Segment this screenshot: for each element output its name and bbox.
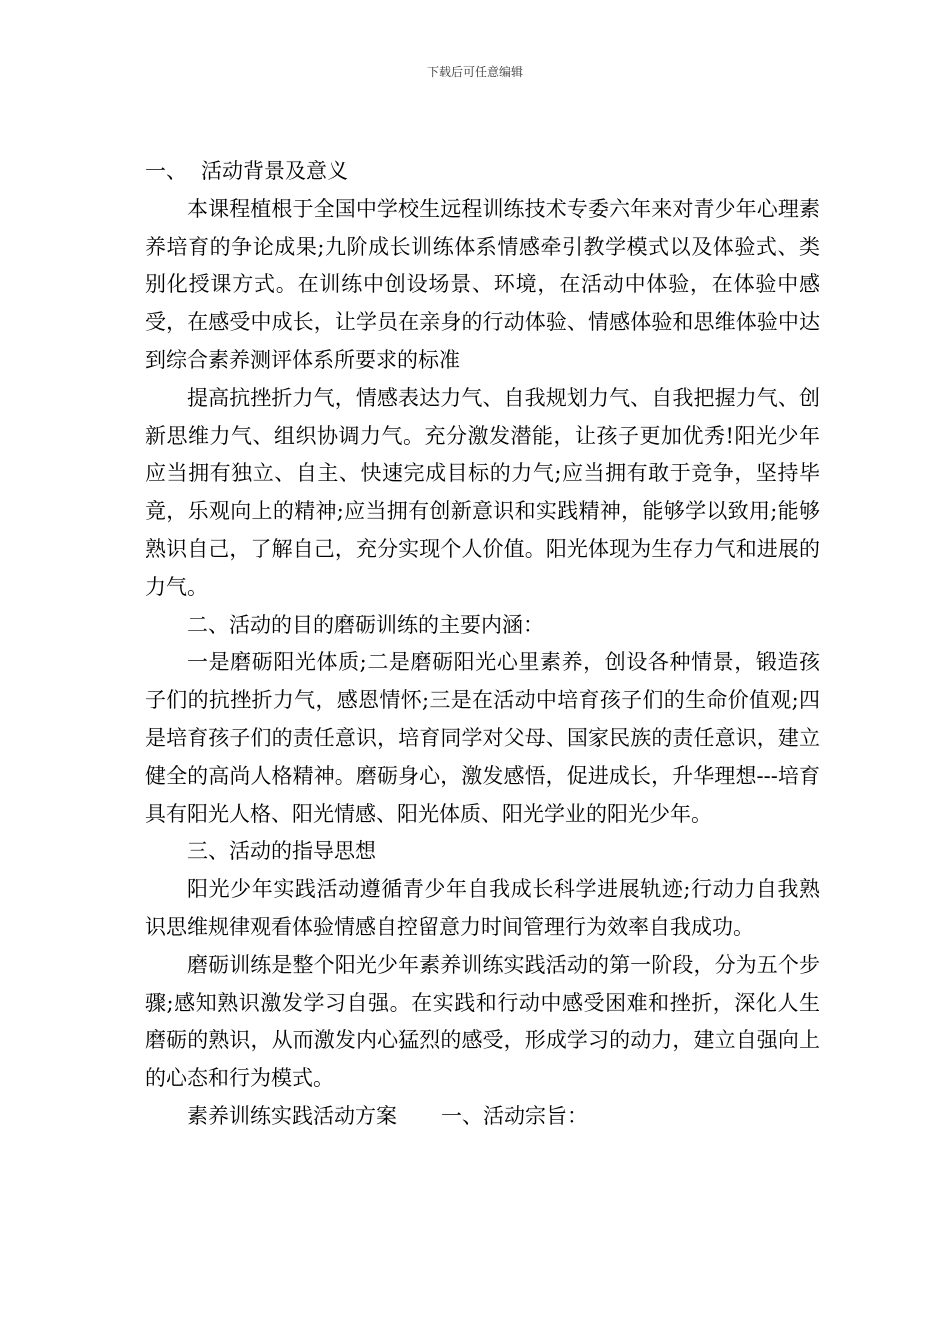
page-header: 下载后可任意编辑: [426, 65, 523, 79]
section-number: 一、: [145, 159, 187, 183]
plan-title: 素养训练实践活动方案: [187, 1103, 397, 1128]
section-title: 活动背景及意义: [201, 159, 348, 183]
paragraph-2: 提高抗挫折力气，情感表达力气、自我规划力气、自我把握力气、创新思维力气、组织协调力气。充分激发潜能，让孩子更加优秀!阳光少年应当拥有独立、自主、快速完成目标的力气;应当拥有敢于竞争，坚持毕竟，乐观向上的精神;应当拥有创新意识和实践精神，能够学以致用;能够熟识自己，了解自己，充分实现个人价值。阳光体现为生存力气和进展的力气。: [145, 385, 820, 599]
paragraph-1: 本课程植根于全国中学校生远程训练技术专委六年来对青少年心理素养培育的争论成果;九阶成长训练体系情感牵引教学模式以及体验式、类别化授课方式。在训练中创设场景、环境，在活动中体验，在体验中感受，在感受中成长，让学员在亲身的行动体验、情感体验和思维体验中达到综合素养测评体系所要求的标准: [145, 196, 820, 372]
paragraph-5-heading: 三、活动的指导思想: [187, 839, 376, 864]
paragraph-7: 磨砺训练是整个阳光少年素养训练实践活动的第一阶段，分为五个步骤;感知熟识激发学习自强。在实践和行动中感受困难和挫折，深化人生磨砺的熟识，从而激发内心猛烈的感受，形成学习的动力，建立自强向上的心态和行为模式。: [145, 952, 820, 1091]
paragraph-3-heading: 二、活动的目的磨砺训练的主要内涵：: [187, 612, 544, 637]
paragraph-6: 阳光少年实践活动遵循青少年自我成长科学进展轨迹;行动力自我熟识思维规律观看体验情感自控留意力时间管理行为效率自我成功。: [145, 877, 820, 939]
document-body: [145, 153, 820, 1136]
section-heading: [145, 153, 820, 191]
plan-subheading: 一、活动宗旨：: [441, 1103, 588, 1128]
paragraph-8: [145, 1098, 820, 1136]
paragraph-4: 一是磨砺阳光体质;二是磨砺阳光心里素养，创设各种情景，锻造孩子们的抗挫折力气，感恩情怀;三是在活动中培育孩子们的生命价值观;四是培育孩子们的责任意识，培育同学对父母、国家民族的责任意识，建立健全的高尚人格精神。磨砺身心，激发感悟，促进成长，升华理想---培育具有阳光人格、阳光情感、阳光体质、阳光学业的阳光少年。: [145, 650, 820, 826]
